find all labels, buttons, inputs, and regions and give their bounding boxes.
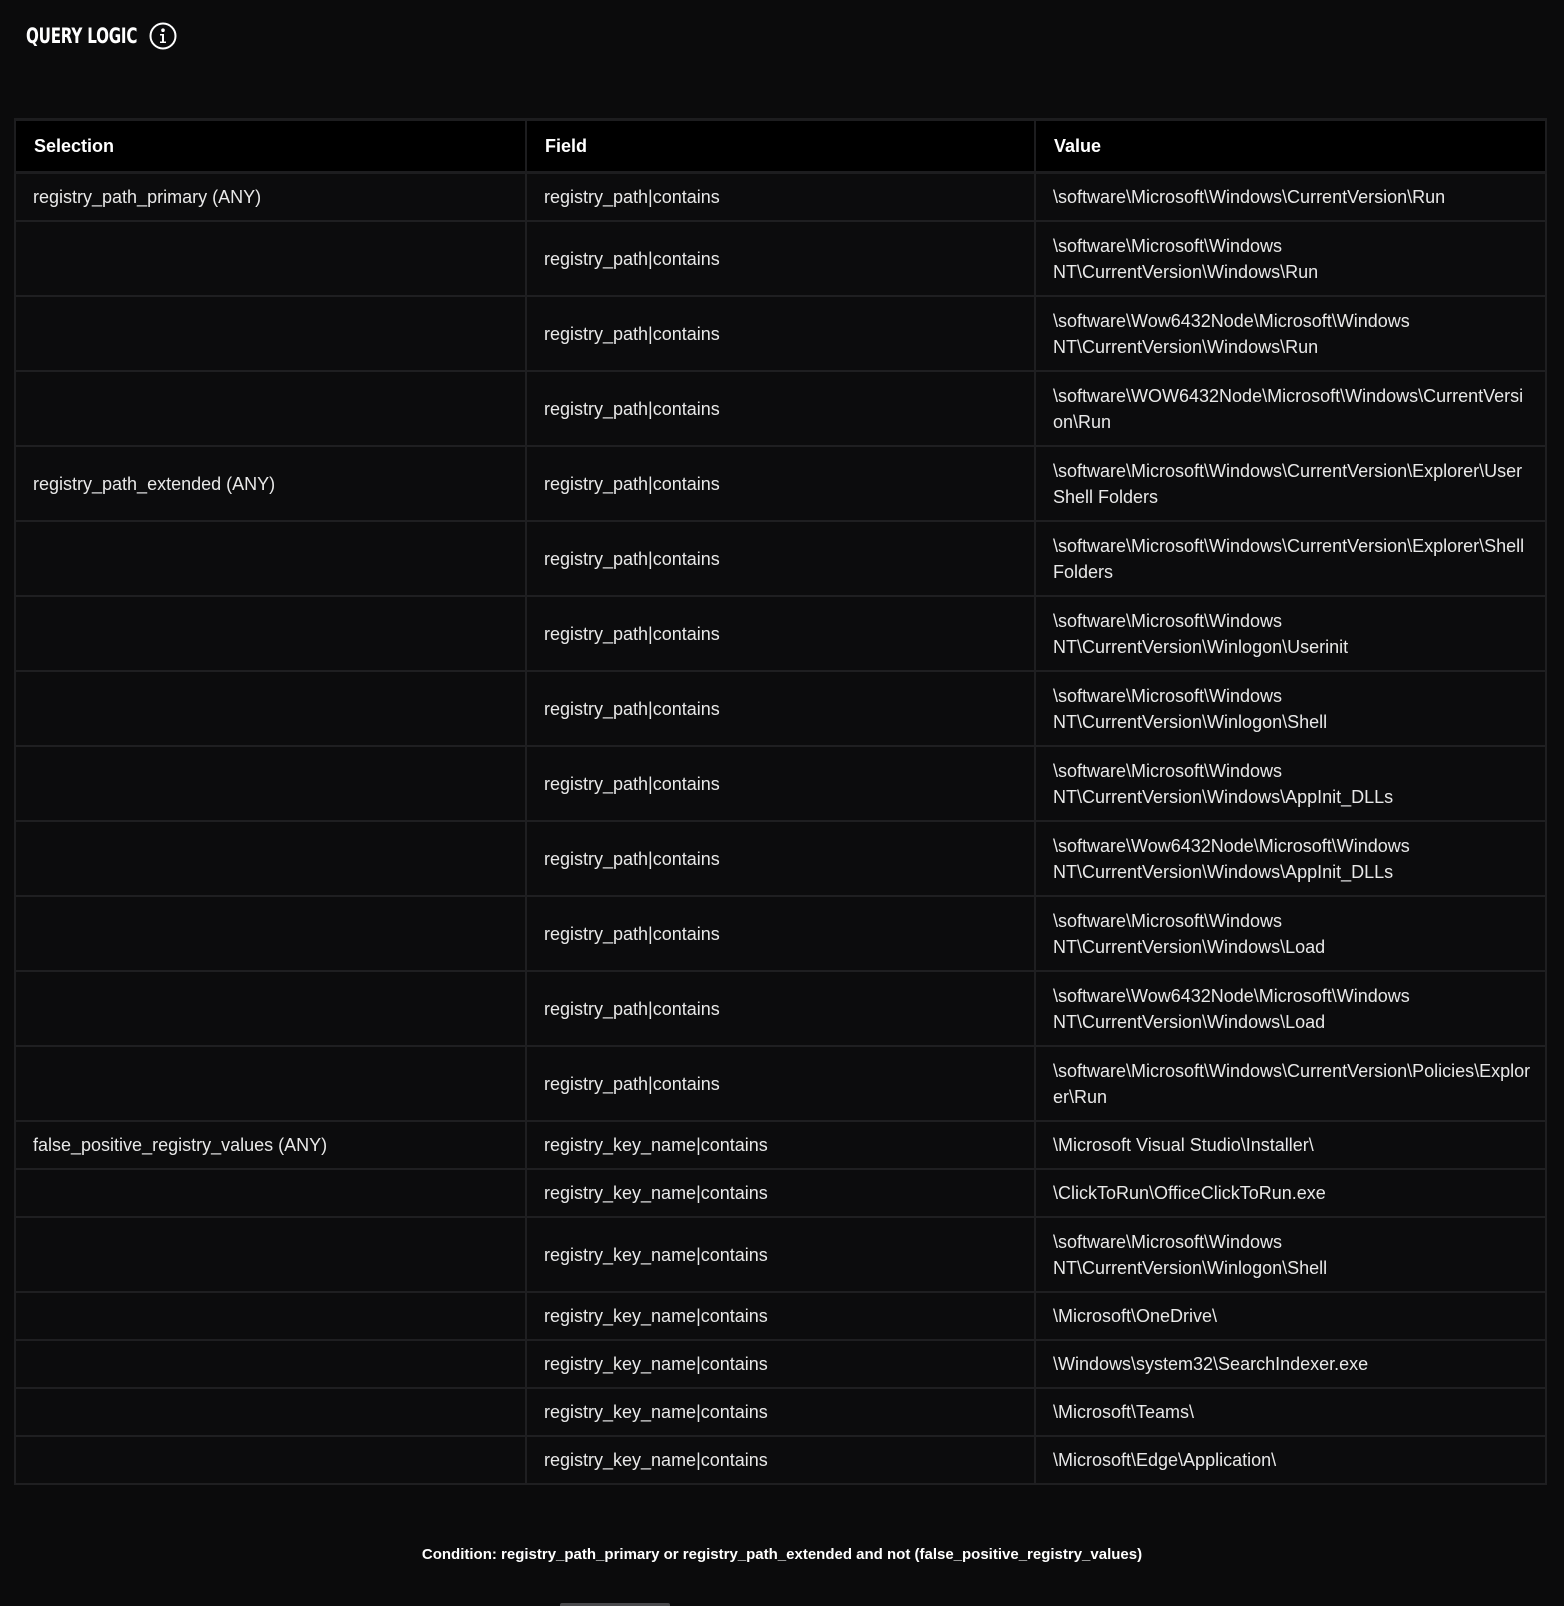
- table-row: [15, 521, 1546, 596]
- selection-cell: [15, 1436, 526, 1484]
- selection-cell: [15, 1388, 526, 1436]
- field-cell: registry_key_name|contains: [526, 1436, 1035, 1484]
- table-row: [15, 296, 1546, 371]
- value-cell: \software\Microsoft\Windows NT\CurrentVersion\Winlogon\Userinit: [1035, 596, 1546, 671]
- value-cell: \software\Microsoft\Windows\CurrentVersion\Explorer\User Shell Folders: [1035, 446, 1546, 521]
- selection-cell: false_positive_registry_values (ANY): [15, 1121, 526, 1169]
- column-header-selection: Selection: [15, 120, 526, 173]
- table-body: [15, 173, 1546, 1485]
- field-cell: registry_path|contains: [526, 521, 1035, 596]
- table-row: [15, 596, 1546, 671]
- field-cell: registry_path|contains: [526, 821, 1035, 896]
- table-row: [15, 1388, 1546, 1436]
- selection-cell: [15, 896, 526, 971]
- value-cell: \software\WOW6432Node\Microsoft\Windows\CurrentVersion\Run: [1035, 371, 1546, 446]
- field-cell: registry_key_name|contains: [526, 1388, 1035, 1436]
- table-row: [15, 1169, 1546, 1217]
- table-row: [15, 371, 1546, 446]
- value-cell: \software\Wow6432Node\Microsoft\Windows NT\CurrentVersion\Windows\AppInit_DLLs: [1035, 821, 1546, 896]
- table-row: [15, 971, 1546, 1046]
- table-row: [15, 1292, 1546, 1340]
- field-cell: registry_path|contains: [526, 971, 1035, 1046]
- column-header-field: Field: [526, 120, 1035, 173]
- field-cell: registry_path|contains: [526, 896, 1035, 971]
- field-cell: registry_key_name|contains: [526, 1292, 1035, 1340]
- table-row: [15, 1436, 1546, 1484]
- table-row: [15, 1217, 1546, 1292]
- selection-cell: [15, 371, 526, 446]
- selection-cell: [15, 746, 526, 821]
- info-circle-icon[interactable]: [149, 22, 177, 50]
- selection-cell: [15, 1292, 526, 1340]
- value-cell: \software\Microsoft\Windows NT\CurrentVersion\Windows\AppInit_DLLs: [1035, 746, 1546, 821]
- value-cell: \Windows\system32\SearchIndexer.exe: [1035, 1340, 1546, 1388]
- value-cell: \Microsoft\OneDrive\: [1035, 1292, 1546, 1340]
- field-cell: registry_key_name|contains: [526, 1121, 1035, 1169]
- field-cell: registry_path|contains: [526, 371, 1035, 446]
- column-header-value: Value: [1035, 120, 1546, 173]
- table-row: [15, 173, 1546, 222]
- value-cell: \software\Microsoft\Windows\CurrentVersion\Policies\Explorer\Run: [1035, 1046, 1546, 1121]
- selection-cell: [15, 296, 526, 371]
- selection-cell: [15, 596, 526, 671]
- selection-cell: [15, 1217, 526, 1292]
- field-cell: registry_key_name|contains: [526, 1340, 1035, 1388]
- value-cell: \software\Microsoft\Windows NT\CurrentVersion\Windows\Load: [1035, 896, 1546, 971]
- table-row: [15, 671, 1546, 746]
- value-cell: \Microsoft\Teams\: [1035, 1388, 1546, 1436]
- selection-cell: [15, 521, 526, 596]
- value-cell: \Microsoft\Edge\Application\: [1035, 1436, 1546, 1484]
- table-header-row: [15, 120, 1546, 173]
- value-cell: \ClickToRun\OfficeClickToRun.exe: [1035, 1169, 1546, 1217]
- table-row: [15, 1046, 1546, 1121]
- section-title: QUERY LOGIC: [26, 24, 138, 48]
- field-cell: registry_path|contains: [526, 1046, 1035, 1121]
- table-row: [15, 746, 1546, 821]
- query-logic-table-container: [14, 118, 1545, 1485]
- selection-cell: [15, 971, 526, 1046]
- field-cell: registry_path|contains: [526, 173, 1035, 222]
- table-row: [15, 446, 1546, 521]
- selection-cell: [15, 1046, 526, 1121]
- value-cell: \software\Microsoft\Windows NT\CurrentVersion\Winlogon\Shell: [1035, 1217, 1546, 1292]
- table-row: [15, 896, 1546, 971]
- value-cell: \software\Wow6432Node\Microsoft\Windows NT\CurrentVersion\Windows\Run: [1035, 296, 1546, 371]
- selection-cell: [15, 1169, 526, 1217]
- table-row: [15, 1121, 1546, 1169]
- value-cell: \Microsoft Visual Studio\Installer\: [1035, 1121, 1546, 1169]
- selection-cell: [15, 1340, 526, 1388]
- field-cell: registry_path|contains: [526, 671, 1035, 746]
- query-logic-table: [14, 118, 1547, 1485]
- table-row: [15, 221, 1546, 296]
- selection-cell: [15, 221, 526, 296]
- field-cell: registry_path|contains: [526, 221, 1035, 296]
- field-cell: registry_key_name|contains: [526, 1169, 1035, 1217]
- selection-cell: registry_path_extended (ANY): [15, 446, 526, 521]
- value-cell: \software\Microsoft\Windows\CurrentVersion\Explorer\Shell Folders: [1035, 521, 1546, 596]
- field-cell: registry_path|contains: [526, 296, 1035, 371]
- value-cell: \software\Microsoft\Windows NT\CurrentVersion\Winlogon\Shell: [1035, 671, 1546, 746]
- selection-cell: registry_path_primary (ANY): [15, 173, 526, 222]
- value-cell: \software\Microsoft\Windows\CurrentVersion\Run: [1035, 173, 1546, 222]
- field-cell: registry_path|contains: [526, 446, 1035, 521]
- value-cell: \software\Microsoft\Windows NT\CurrentVersion\Windows\Run: [1035, 221, 1546, 296]
- field-cell: registry_path|contains: [526, 596, 1035, 671]
- field-cell: registry_key_name|contains: [526, 1217, 1035, 1292]
- condition-text: Condition: registry_path_primary or registry_path_extended and not (false_positive_registry_values): [421, 1546, 1143, 1563]
- field-cell: registry_path|contains: [526, 746, 1035, 821]
- query-logic-header: [26, 18, 177, 54]
- table-row: [15, 821, 1546, 896]
- selection-cell: [15, 821, 526, 896]
- selection-cell: [15, 671, 526, 746]
- value-cell: \software\Wow6432Node\Microsoft\Windows NT\CurrentVersion\Windows\Load: [1035, 971, 1546, 1046]
- table-row: [15, 1340, 1546, 1388]
